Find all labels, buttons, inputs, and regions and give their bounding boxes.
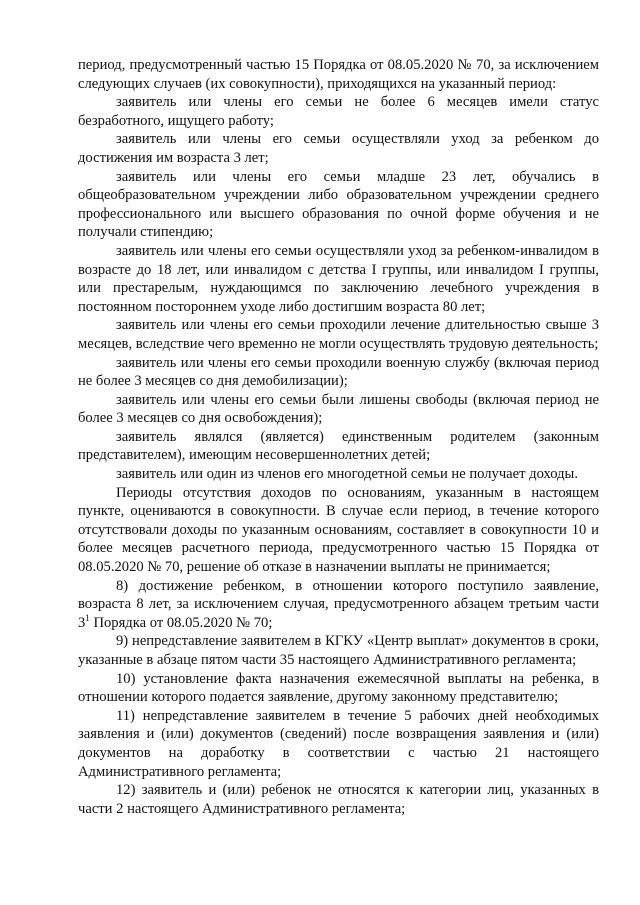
numbered-item-9: 9) непредставление заявителем в КГКУ «Центр выплат» документов в сроки, указанные в абзаце пятом части 35 настоящего Административного регламента; bbox=[78, 633, 599, 668]
list-item: заявитель или члены его семьи младше 23 лет, обучались в общеобразовательном учреждении либо образовательном учреждении среднего профессионального или высшего образования по очной форме обучения и не получали стипендию; bbox=[78, 168, 599, 241]
list-item: заявитель или члены его семьи не более 6 месяцев имели статус безработного, ищущего работу; bbox=[78, 94, 599, 129]
numbered-item-8-tail: Порядка от 08.05.2020 № 70; bbox=[89, 614, 273, 631]
list-item: заявитель или члены его семьи были лишены свободы (включая период не более 3 месяцев со дня освобождения); bbox=[78, 391, 599, 427]
numbered-item-8-text: 8) достижение ребенком, в отношении которого поступило заявление, возраста 8 лет, за исключением случая, предусмотренного абзацем третьим части 3 bbox=[78, 577, 599, 631]
list-item: заявитель или один из членов его многодетной семьи не получает доходы. bbox=[116, 466, 579, 483]
numbered-item-11: 11) непредставление заявителем в течение 5 рабочих дней необходимых заявления и (или) документов (сведений) после возвращения заявления и (или) документов на доработку в соответствии с частью 21 настоящего Административного регламента; bbox=[78, 707, 599, 780]
paragraph: Периоды отсутствия доходов по основаниям, указанным в настоящем пункте, оцениваются в совокупности. В случае если период, в течение которого отсутствовали доходы по указанным основаниям, составляет в совокупности 10 и более месяцев расчетного периода, предусмотренного частью 15 Порядка от 08.05.2020 № 70, решение об отказе в назначении выплаты не принимается; bbox=[78, 484, 599, 576]
paragraph: период, предусмотренный частью 15 Порядка от 08.05.2020 № 70, за исключением следующих случаев (их совокупности), приходящихся на указанный период: bbox=[78, 57, 599, 92]
list-item: заявитель или члены его семьи осуществляли уход за ребенком до достижения им возраста 3 лет; bbox=[78, 131, 599, 166]
superscript: 1 bbox=[85, 612, 90, 623]
list-item: заявитель являлся (является) единственным родителем (законным представителем), имеющим несовершеннолетних детей; bbox=[78, 428, 599, 464]
list-item: заявитель или члены его семьи проходили военную службу (включая период не более 3 месяцев со дня демобилизации); bbox=[78, 354, 599, 390]
list-item: заявитель или члены его семьи осуществляли уход за ребенком-инвалидом в возрасте до 18 лет, или инвалидом с детства I группы, или инвалидом I группы, или престарелым, нуждающимся по заключению лечебного учреждения в постоянном постороннем уходе либо достигшим возраста 80 лет; bbox=[78, 242, 599, 315]
numbered-item-12: 12) заявитель и (или) ребенок не относятся к категории лиц, указанных в части 2 настоящего Административного регламента; bbox=[78, 782, 599, 817]
list-item: заявитель или члены его семьи проходили лечение длительностью свыше 3 месяцев, вследствие чего временно не могли осуществлять трудовую деятельность; bbox=[78, 317, 599, 352]
document-body bbox=[78, 56, 599, 818]
numbered-item-8 bbox=[78, 577, 599, 633]
numbered-item-10: 10) установление факта назначения ежемесячной выплаты на ребенка, в отношении которого подается заявление, другому законному представителю; bbox=[78, 670, 599, 706]
